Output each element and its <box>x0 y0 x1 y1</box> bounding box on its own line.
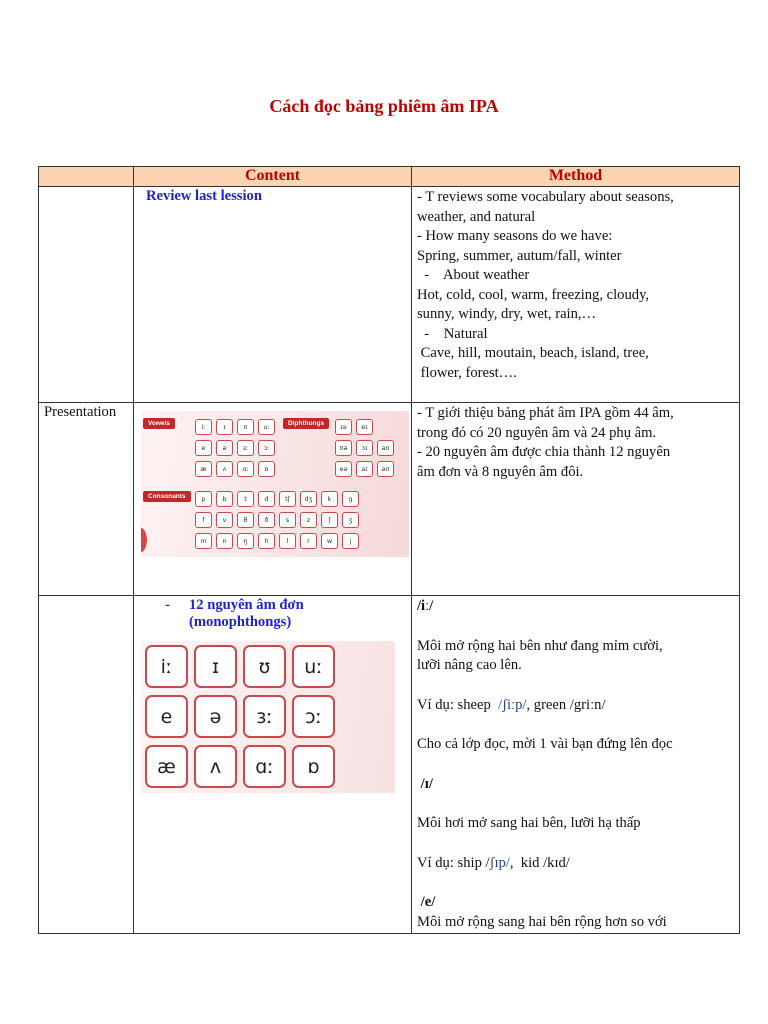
method-line: trong đó có 20 nguyên âm và 24 phụ âm. <box>417 424 657 441</box>
bullet-line: 12 nguyên âm đơn <box>189 597 304 613</box>
stage-cell <box>39 187 134 403</box>
header-stage <box>39 167 134 187</box>
monophthong-key: ə <box>194 695 237 738</box>
ipa-symbol-key: ɔː <box>258 440 275 456</box>
ipa-symbol-key: ɪ <box>216 419 233 435</box>
example-prefix: Ví dụ: sheep <box>417 696 499 713</box>
ipa-symbol-key: uː <box>258 419 275 435</box>
ipa-symbol-key: l <box>279 533 296 549</box>
content-cell <box>134 187 412 403</box>
ipa-symbol-key: θ <box>237 512 254 528</box>
header-method: Method <box>412 167 740 187</box>
ipa-symbol-key: h <box>258 533 275 549</box>
ipa-symbol-key: k <box>321 491 338 507</box>
stage-cell: Presentation <box>39 403 134 596</box>
stage-cell <box>39 596 134 934</box>
ipa-symbol-key: eə <box>335 461 352 477</box>
method-line: Môi mở rộng hai bên như đang mỉm cười, <box>417 637 663 654</box>
method-line: - How many seasons do we have: <box>417 228 613 244</box>
table-row <box>39 403 740 596</box>
method-line <box>417 696 734 716</box>
method-line: - About weather <box>417 267 530 283</box>
monophthong-key: ɜː <box>243 695 286 738</box>
ipa-symbol-key: n <box>216 533 233 549</box>
method-line: Hot, cold, cool, warm, freezing, cloudy, <box>417 286 650 303</box>
bullet-line: (monophthongs) <box>189 614 292 630</box>
ipa-symbol-key: ʃ <box>321 512 338 528</box>
monophthong-key: æ <box>145 745 188 788</box>
review-heading: Review last lession <box>146 188 262 204</box>
ipa-symbol-key: tʃ <box>279 491 296 507</box>
ipa-symbol-key: ʊ <box>237 419 254 435</box>
method-line: - Natural <box>417 325 488 342</box>
monophthong-chart-image <box>141 641 395 793</box>
monophthong-key: ɔː <box>292 695 335 738</box>
consonants-tag: Consonants <box>143 491 191 502</box>
ipa-symbol-key: əʊ <box>377 461 394 477</box>
method-line: - 20 nguyên âm được chia thành 12 nguyên <box>417 444 671 460</box>
ipa-symbol-key: v <box>216 512 233 528</box>
bullet-dash: - <box>165 597 170 613</box>
ipa-symbol-key: ŋ <box>237 533 254 549</box>
ipa-symbol-key: ð <box>258 512 275 528</box>
ipa-symbol-key: dʒ <box>300 491 317 507</box>
table-row <box>39 596 740 934</box>
ipa-symbol-key: æ <box>195 461 212 477</box>
table-header-row <box>39 167 740 187</box>
example-suffix: , kid /kɪd/ <box>509 854 570 871</box>
monophthong-key: ɑː <box>243 745 286 788</box>
header-content: Content <box>134 167 412 187</box>
ipa-symbol-key: f <box>195 512 212 528</box>
ipa-symbol-key: ʊə <box>335 440 352 456</box>
method-line: weather, and natural <box>417 208 536 225</box>
monophthong-key: e <box>145 695 188 738</box>
example-prefix: Ví dụ: ship / <box>417 854 490 871</box>
lesson-table <box>38 166 740 934</box>
method-line: sunny, windy, dry, wet, rain,… <box>417 306 597 322</box>
ipa-symbol-key: ɑː <box>237 461 254 477</box>
method-cell <box>412 596 740 934</box>
example-suffix: , green /griːn/ <box>526 696 606 713</box>
monophthong-key: uː <box>292 645 335 688</box>
monophthong-key: ɒ <box>292 745 335 788</box>
decorative-curve <box>141 527 147 553</box>
ipa-symbol-key: d <box>258 491 275 507</box>
method-line: lưỡi nâng cao lên. <box>417 657 522 673</box>
ipa-symbol-key: ʌ <box>216 461 233 477</box>
document-title: Cách đọc bảng phiêm âm IPA <box>269 96 499 116</box>
ipa-symbol-key: aɪ <box>356 461 373 477</box>
method-line: /e/ <box>417 894 436 910</box>
ipa-symbol-key: r <box>300 533 317 549</box>
ipa-chart-image <box>141 411 409 557</box>
vowels-tag: Vowels <box>143 418 175 429</box>
ipa-symbol-key: ə <box>216 440 233 456</box>
ipa-symbol-key: e <box>195 440 212 456</box>
content-cell <box>134 403 412 596</box>
method-line: Môi mở rộng sang hai bên rộng hơn so với <box>417 913 667 930</box>
method-line: - T reviews some vocabulary about seasons, <box>417 189 674 205</box>
ipa-symbol-key: ɔɪ <box>356 440 373 456</box>
ipa-symbol-key: p <box>195 491 212 507</box>
ipa-symbol-key: ɒ <box>258 461 275 477</box>
ipa-symbol-key: eɪ <box>356 419 373 435</box>
ipa-symbol-key: ʒ <box>342 512 359 528</box>
method-line <box>417 854 734 874</box>
method-line: Spring, summer, autum/fall, winter <box>417 247 622 264</box>
ipa-transcription: ʃɪp/ <box>489 854 510 871</box>
diphthongs-tag: Diphthongs <box>283 418 329 429</box>
method-line: /ɪ/ <box>417 775 433 792</box>
ipa-symbol-key: iː <box>195 419 212 435</box>
ipa-symbol-key: j <box>342 533 359 549</box>
ipa-transcription: /ʃiːp/ <box>498 696 527 713</box>
table-row <box>39 187 740 403</box>
monophthong-key: ɪ <box>194 645 237 688</box>
monophthong-bullet <box>165 597 406 631</box>
ipa-symbol-key: t <box>237 491 254 507</box>
ipa-symbol-key: m <box>195 533 212 549</box>
method-line: Cave, hill, moutain, beach, island, tree, <box>417 345 649 361</box>
ipa-symbol-key: b <box>216 491 233 507</box>
method-line: âm đơn và 8 nguyên âm đôi. <box>417 463 584 480</box>
method-line: Cho cả lớp đọc, mời 1 vài bạn đứng lên đọc <box>417 736 673 752</box>
method-cell <box>412 403 740 596</box>
method-line: - T giới thiệu bảng phát âm IPA gồm 44 âm, <box>417 405 674 421</box>
monophthong-key: ʊ <box>243 645 286 688</box>
monophthong-key: iː <box>145 645 188 688</box>
ipa-symbol-key: s <box>279 512 296 528</box>
ipa-symbol-key: z <box>300 512 317 528</box>
method-cell <box>412 187 740 403</box>
content-cell <box>134 596 412 934</box>
ipa-symbol-key: aʊ <box>377 440 394 456</box>
method-line: /iː/ <box>417 598 434 614</box>
monophthong-key: ʌ <box>194 745 237 788</box>
method-line: flower, forest…. <box>417 364 517 381</box>
ipa-symbol-key: w <box>321 533 338 549</box>
ipa-symbol-key: ɜː <box>237 440 254 456</box>
ipa-symbol-key: g <box>342 491 359 507</box>
ipa-symbol-key: ɪə <box>335 419 352 435</box>
method-line: Môi hơi mở sang hai bên, lưỡi hạ thấp <box>417 815 641 831</box>
